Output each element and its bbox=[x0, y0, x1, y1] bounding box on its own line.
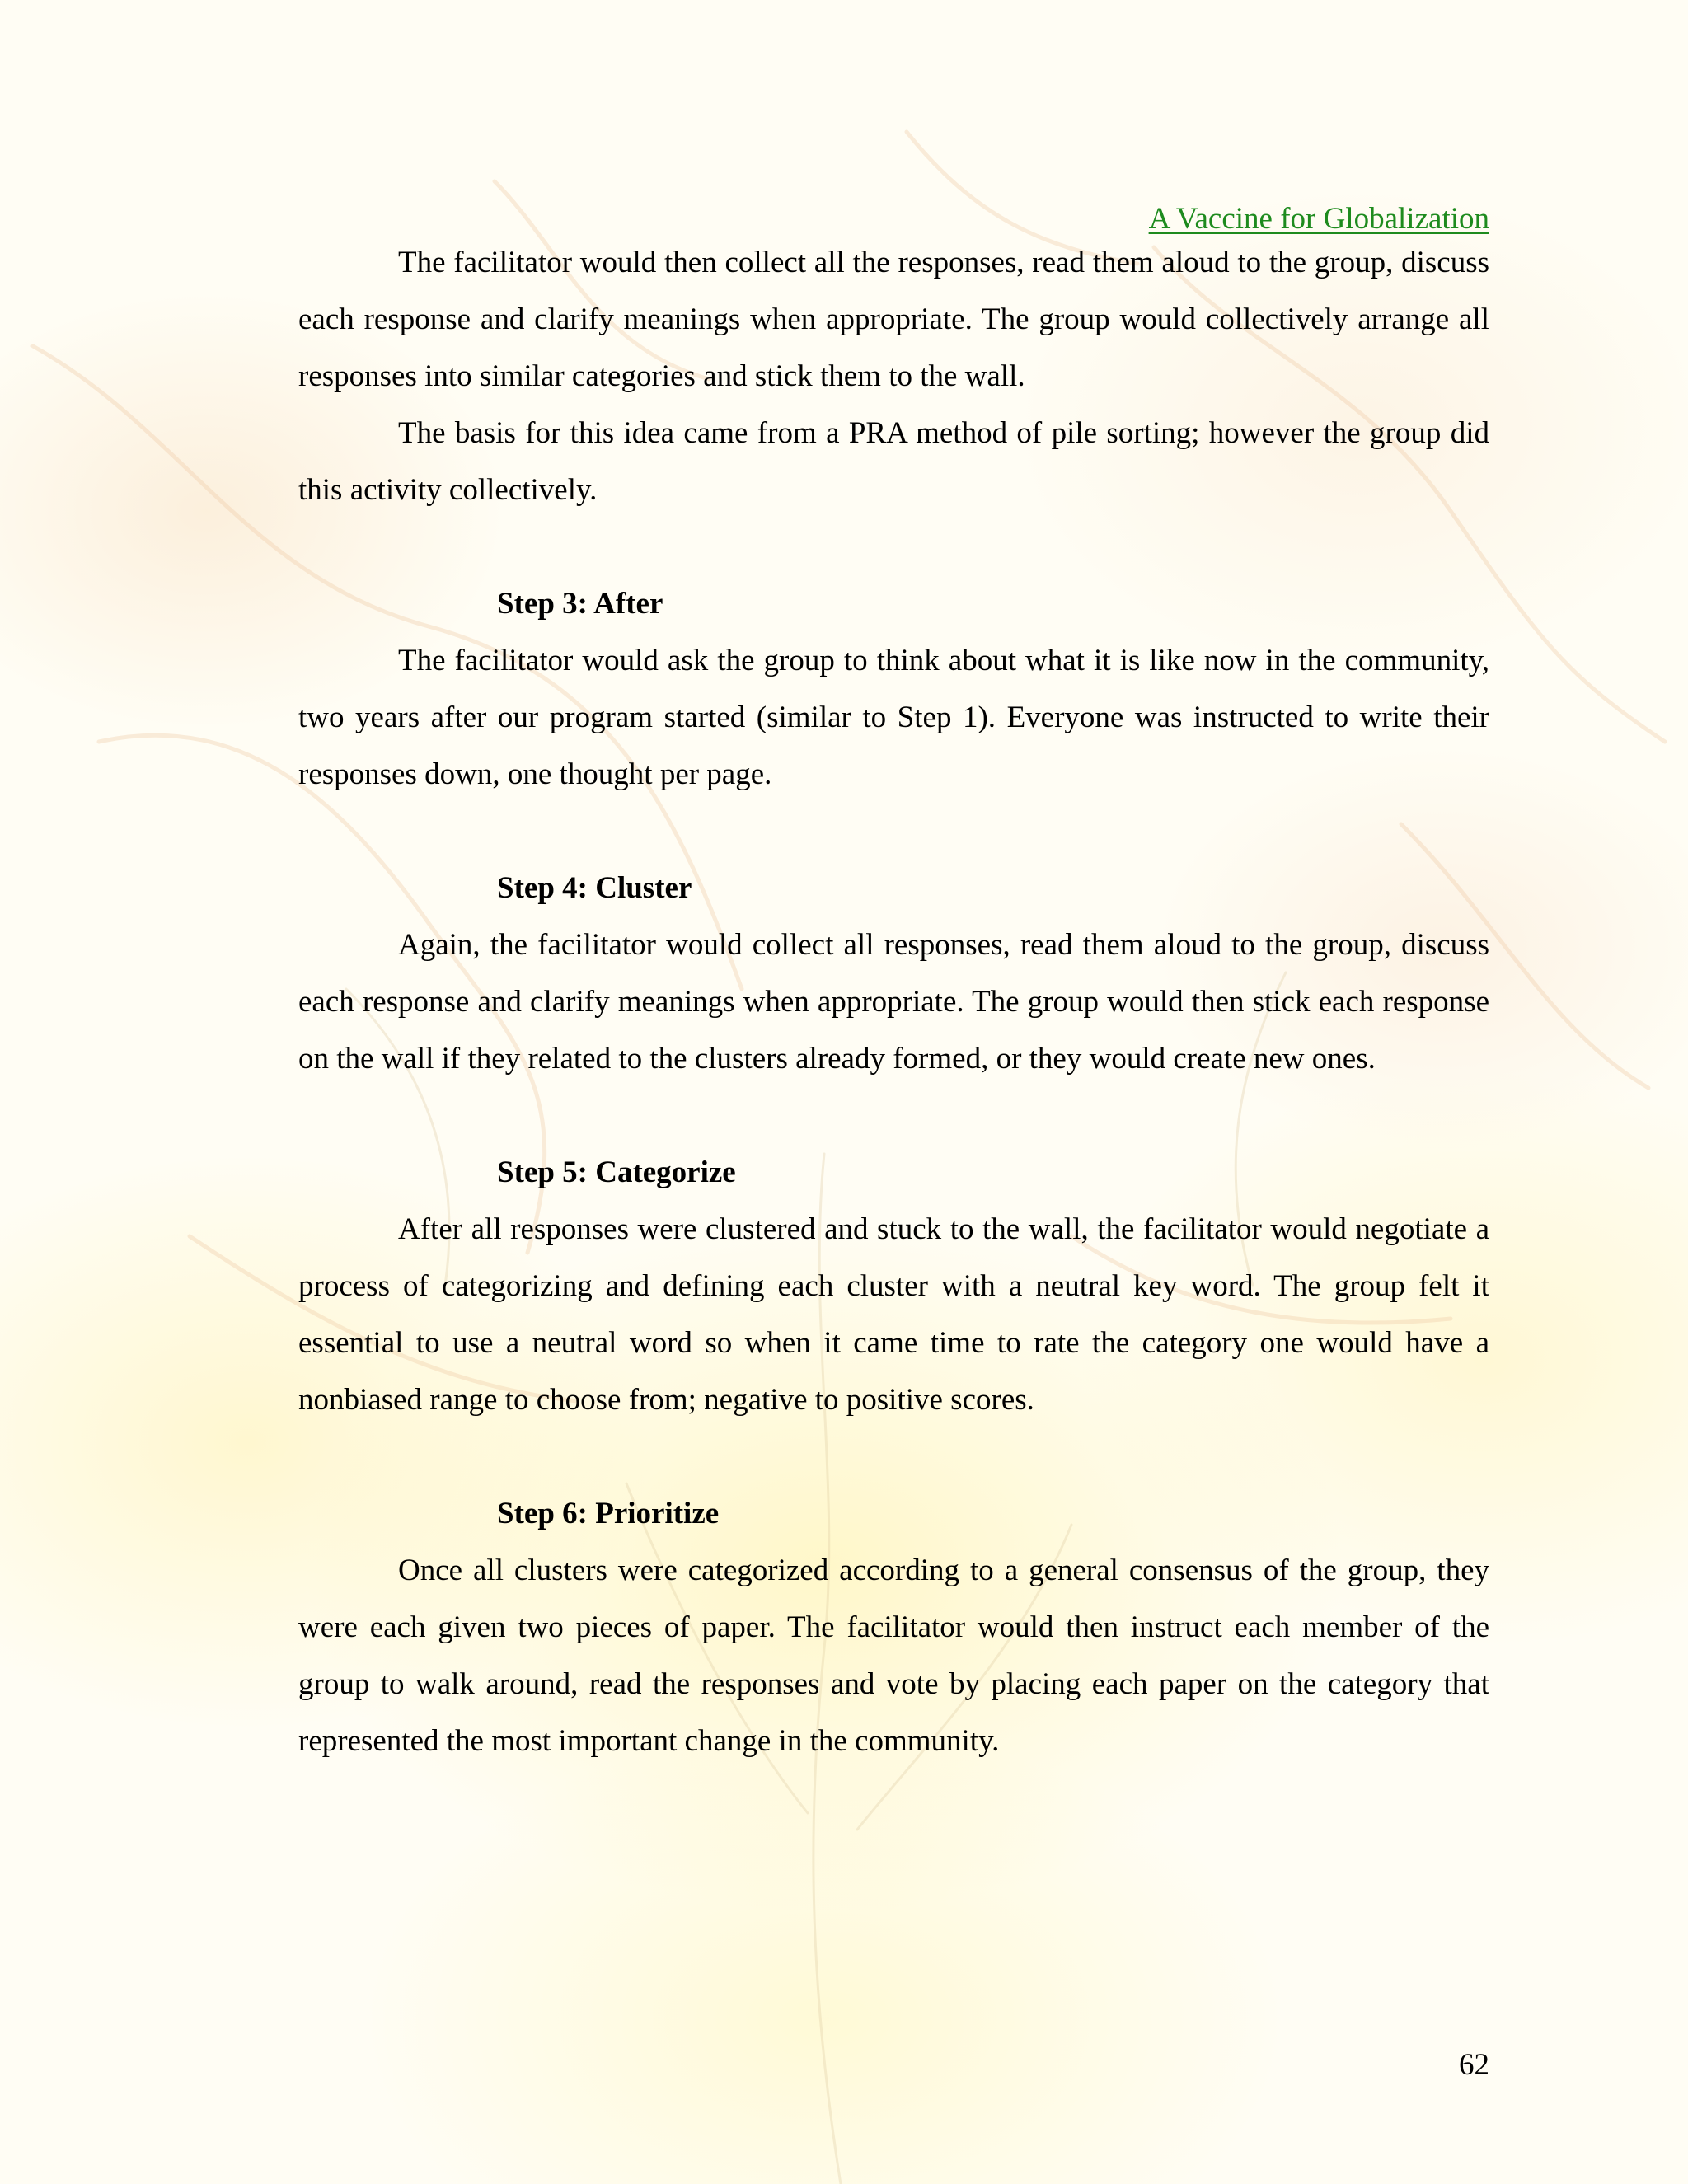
page-number: 62 bbox=[1459, 2048, 1489, 2082]
step-6-heading: Step 6: Prioritize bbox=[497, 1497, 720, 1530]
body-paragraph: The basis for this idea came from a PRA method of pile sorting; however the group did this activity collectively. bbox=[298, 416, 1489, 507]
step-4-paragraph: Again, the facilitator would collect all responses, read them aloud to the group, discuss each response and clarify meanings when appropriate. The group would then stick each response on the wall if they related to the clusters already formed, or they would create new ones. bbox=[298, 928, 1489, 1076]
step-5-heading: Step 5: Categorize bbox=[497, 1155, 736, 1189]
section-gap bbox=[298, 1087, 1489, 1144]
running-title: A Vaccine for Globalization bbox=[1148, 202, 1489, 236]
step-3-heading: Step 3: After bbox=[497, 587, 663, 621]
section-gap bbox=[298, 518, 1489, 575]
step-3-paragraph: The facilitator would ask the group to think about what it is like now in the community, two years after our program started (similar to Step 1). Everyone was instructed to write their responses down, one thought per page. bbox=[298, 644, 1489, 791]
page-body bbox=[298, 234, 1489, 1769]
step-4-heading: Step 4: Cluster bbox=[497, 871, 692, 905]
step-6-paragraph: Once all clusters were categorized according to a general consensus of the group, they were each given two pieces of paper. The facilitator would then instruct each member of the group to walk around, read the responses and vote by placing each paper on the category that represented the most important change in the community. bbox=[298, 1554, 1489, 1758]
body-paragraph: The facilitator would then collect all the responses, read them aloud to the group, discuss each response and clarify meanings when appropriate. The group would collectively arrange all responses into similar categories and stick them to the wall. bbox=[298, 246, 1489, 393]
step-5-paragraph: After all responses were clustered and stuck to the wall, the facilitator would negotiate a process of categorizing and defining each cluster with a neutral key word. The group felt it essential to use a neutral word so when it came time to rate the category one would have a nonbiased range to choose from; negative to positive scores. bbox=[298, 1212, 1489, 1417]
section-gap bbox=[298, 1428, 1489, 1485]
section-gap bbox=[298, 803, 1489, 860]
